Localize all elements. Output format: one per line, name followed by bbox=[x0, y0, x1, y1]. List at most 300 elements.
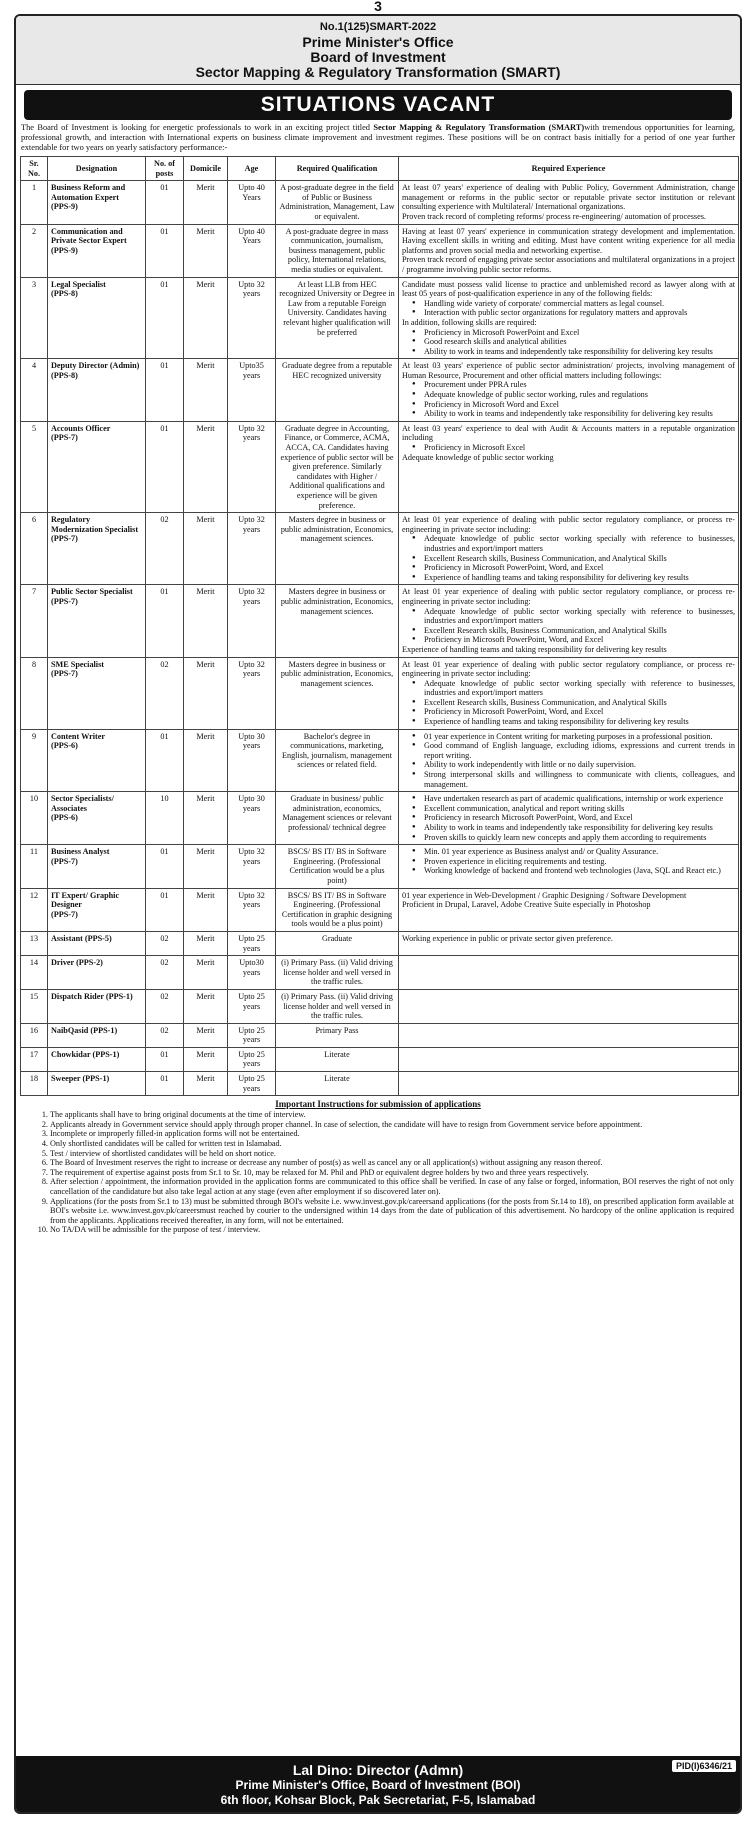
qualification: Masters degree in business or public administration, Economics, management sciences. bbox=[280, 515, 394, 544]
posts-count: 02 bbox=[160, 958, 169, 968]
designation: Business Analyst bbox=[51, 847, 110, 857]
office-name: Prime Minister's Office bbox=[302, 34, 454, 50]
sr-cell bbox=[21, 956, 48, 990]
sr-number: 11 bbox=[30, 847, 38, 857]
table-row bbox=[21, 888, 739, 931]
sr-cell bbox=[21, 1072, 48, 1096]
sr-cell bbox=[21, 421, 48, 512]
designation-cell bbox=[48, 888, 146, 931]
experience-cell bbox=[399, 1047, 739, 1071]
qualification: At least LLB from HEC recognized University or Degree in Law from a reputable Foreign University. Candidates having relevant higher qualification will be preferred bbox=[279, 279, 395, 337]
domicile-cell bbox=[184, 1023, 228, 1047]
qualification-cell bbox=[276, 888, 399, 931]
instruction-item: 1. The applicants shall have to bring original documents at the time of interview. bbox=[50, 1110, 734, 1120]
designation-cell bbox=[48, 181, 146, 224]
intro-before: The Board of Investment is looking for energetic professionals to work in an exciting project titled bbox=[21, 123, 374, 132]
qualification: A post-graduate degree in mass communication, journalism, business management, public policy, International relations, media studies or equivalent. bbox=[285, 226, 389, 274]
pay-scale: (PPS-7) bbox=[51, 856, 78, 866]
experience-bullet: ● Excellent Research skills, Business Communication, and Analytical Skills bbox=[424, 554, 735, 564]
col-experience: Required Experience bbox=[399, 157, 739, 181]
posts-cell bbox=[146, 657, 184, 729]
instruction-item: 4. Only shortlisted candidates will be called for written test in Islamabad. bbox=[50, 1139, 734, 1149]
experience-bullet: ● Excellent Research skills, Business Communication, and Analytical Skills bbox=[424, 698, 735, 708]
qualification: (i) Primary Pass. (ii) Valid driving license holder and well versed in the traffic rules. bbox=[281, 991, 393, 1021]
table-row bbox=[21, 513, 739, 585]
intro-paragraph bbox=[16, 123, 740, 153]
sr-number: 1 bbox=[31, 183, 37, 193]
table-row bbox=[21, 585, 739, 657]
domicile-cell bbox=[184, 421, 228, 512]
posts-count: 02 bbox=[160, 1025, 169, 1035]
posts-count: 01 bbox=[160, 847, 169, 857]
pay-scale: (PPS-7) bbox=[51, 669, 78, 679]
age-cell bbox=[228, 359, 276, 422]
experience-text: Proficient in Drupal, Laravel, Adobe Creative Suite especially in Photoshop bbox=[402, 900, 651, 910]
table-row bbox=[21, 956, 739, 990]
qualification: Graduate degree from a reputable HEC recognized university bbox=[281, 361, 392, 380]
table-row bbox=[21, 277, 739, 359]
designation-cell bbox=[48, 1072, 146, 1096]
sr-number: 15 bbox=[29, 991, 39, 1001]
sr-cell bbox=[21, 1023, 48, 1047]
domicile-cell bbox=[184, 931, 228, 955]
qualification-cell bbox=[276, 1023, 399, 1047]
designation: Accounts Officer bbox=[51, 423, 111, 433]
age-cell bbox=[228, 181, 276, 224]
experience-bullet: ● Proven skills to quickly learn new concepts and apply them according to requirements bbox=[424, 833, 735, 843]
age-limit: Upto 40 Years bbox=[238, 183, 265, 202]
sr-number: 10 bbox=[29, 794, 39, 804]
designation-cell bbox=[48, 792, 146, 845]
experience-bullet: ● Handling wide variety of corporate/ commercial matters as legal counsel. bbox=[424, 299, 735, 309]
table-row bbox=[21, 792, 739, 845]
experience-bullet: ● Experience of handling teams and taking responsibility for delivering key results bbox=[424, 717, 735, 727]
posts-cell bbox=[146, 989, 184, 1023]
domicile: Merit bbox=[196, 991, 215, 1001]
designation: NaibQasid (PPS-1) bbox=[51, 1025, 118, 1035]
sr-cell bbox=[21, 845, 48, 888]
sr-cell bbox=[21, 1047, 48, 1071]
qualification: Graduate bbox=[321, 933, 352, 943]
experience-bullet: ● Ability to work in teams and independently take responsibility for delivering key results bbox=[424, 409, 735, 419]
experience-cell bbox=[399, 224, 739, 277]
instruction-item: 9. Applications (for the posts from Sr.1 to 13) must be submitted through BOI's website i.e. www.invest.gov.pk/careersand applications (for the posts from Sr.14 to 18), on prescribed application form available at BOI's website i.e. www.invest.gov.pk/careersmust reached by courier to the undersigned within 14 days from the date of publication of this advertisement. No hardcopy of the online application is required from the applicants. Applications received thereafter, in any form, will not be entertained. bbox=[50, 1197, 734, 1226]
designation: Chowkidar (PPS-1) bbox=[51, 1049, 120, 1059]
age-cell bbox=[228, 845, 276, 888]
domicile: Merit bbox=[196, 226, 215, 236]
posts-cell bbox=[146, 956, 184, 990]
qualification-cell bbox=[276, 224, 399, 277]
posts-cell bbox=[146, 1047, 184, 1071]
designation-cell bbox=[48, 359, 146, 422]
instruction-item: 2. Applicants already in Government service should apply through proper channel. In case of selection, the candidate will have to resign from Government service before appointment. bbox=[50, 1120, 734, 1130]
designation-cell bbox=[48, 989, 146, 1023]
experience-bullet: ● Excellent Research skills, Business Communication, and Analytical Skills bbox=[424, 626, 735, 636]
experience-cell bbox=[399, 277, 739, 359]
experience-cell bbox=[399, 792, 739, 845]
experience-bullet: ● Proficiency in Microsoft Excel bbox=[424, 443, 735, 453]
sr-number: 7 bbox=[31, 587, 37, 597]
pay-scale: (PPS-7) bbox=[51, 909, 78, 919]
qualification-cell bbox=[276, 989, 399, 1023]
pay-scale: (PPS-7) bbox=[51, 596, 78, 606]
posts-cell bbox=[146, 931, 184, 955]
experience-bullets bbox=[402, 794, 735, 842]
sr-number: 17 bbox=[29, 1049, 39, 1059]
experience-bullet: ● Proficiency in research Microsoft PowerPoint, Word, and Excel bbox=[424, 813, 735, 823]
experience-text: Adequate knowledge of public sector working bbox=[402, 452, 554, 462]
experience-cell bbox=[399, 585, 739, 657]
sr-cell bbox=[21, 585, 48, 657]
pay-scale: (PPS-9) bbox=[51, 202, 78, 212]
experience-text: Proven track record of engaging private sector associations and multilateral organizations in a project / programme involving public sector reforms. bbox=[402, 255, 735, 274]
posts-count: 01 bbox=[160, 279, 169, 289]
designation: Legal Specialist bbox=[51, 279, 106, 289]
instruction-item: 3. Incomplete or improperly filled-in application forms will not be entertained. bbox=[50, 1129, 734, 1139]
reference-number: No.1(125)SMART-2022 bbox=[319, 21, 437, 33]
qualification: Masters degree in business or public administration, Economics, management sciences. bbox=[280, 587, 394, 616]
posts-cell bbox=[146, 421, 184, 512]
experience-text: In addition, following skills are required: bbox=[402, 317, 537, 327]
qualification-cell bbox=[276, 277, 399, 359]
header bbox=[16, 16, 740, 85]
age-cell bbox=[228, 1023, 276, 1047]
qualification-cell bbox=[276, 1047, 399, 1071]
posts-cell bbox=[146, 513, 184, 585]
age-cell bbox=[228, 585, 276, 657]
qualification: A post-graduate degree in the field of Public or Business Administration, Management, Law or equivalent. bbox=[279, 183, 395, 221]
posts-cell bbox=[146, 729, 184, 792]
qualification: Graduate degree in Accounting, Finance, or Commerce, ACMA, ACCA, CA. Candidates having experience of public sector will be given preference. Similarly candidates with Higher / Additional qualifications and experience will be given preference. bbox=[280, 423, 394, 510]
experience-bullets bbox=[402, 732, 735, 790]
experience-text: At least 03 years' experience of public sector administration/ projects, involving management of Human Resource, Procurement and other official matters including followings: bbox=[402, 361, 735, 380]
domicile: Merit bbox=[196, 183, 215, 193]
domicile-cell bbox=[184, 956, 228, 990]
experience-bullet: ● Min. 01 year experience as Business analyst and/ or Quality Assurance. bbox=[424, 847, 735, 857]
experience-text: At least 07 years' experience of dealing with Public Policy, Government Administration, change management or reforms in the public sector or reputable private sector institution or relevant consulting experience with Multilateral/ International organizations. bbox=[402, 183, 735, 212]
age-cell bbox=[228, 277, 276, 359]
domicile: Merit bbox=[196, 731, 215, 741]
experience-bullets bbox=[402, 847, 735, 876]
qualification-cell bbox=[276, 359, 399, 422]
sr-cell bbox=[21, 657, 48, 729]
instructions-list bbox=[16, 1110, 740, 1235]
posts-count: 01 bbox=[160, 226, 169, 236]
designation: SME Specialist bbox=[51, 659, 104, 669]
experience-text: At least 03 years' experience to deal with Audit & Accounts matters in a reputable organization including bbox=[402, 423, 735, 443]
experience-cell bbox=[399, 359, 739, 422]
sr-number: 14 bbox=[29, 958, 39, 968]
posts-count: 01 bbox=[160, 890, 169, 900]
page-number: 3 bbox=[374, 0, 382, 14]
age-cell bbox=[228, 657, 276, 729]
experience-bullet: ● Good research skills and analytical abilities bbox=[424, 337, 735, 347]
designation: Content Writer bbox=[51, 731, 106, 741]
footer bbox=[16, 1756, 740, 1812]
experience-bullet: ● Adequate knowledge of public sector working, rules and regulations bbox=[424, 390, 735, 400]
experience-cell bbox=[399, 1023, 739, 1047]
experience-bullet: ● Proficiency in Microsoft PowerPoint, Word, and Excel bbox=[424, 563, 735, 573]
age-limit: Upto 25 years bbox=[238, 933, 265, 953]
table-row bbox=[21, 224, 739, 277]
table-row bbox=[21, 845, 739, 888]
designation: Sweeper (PPS-1) bbox=[51, 1074, 110, 1084]
designation-cell bbox=[48, 845, 146, 888]
domicile: Merit bbox=[196, 279, 215, 289]
pay-scale: (PPS-9) bbox=[51, 245, 78, 255]
posts-count: 01 bbox=[160, 1074, 169, 1084]
instruction-item: 6. The Board of Investment reserves the right to increase or decrease any number of post(s) as well as cancel any or all application(s) without assigning any reason thereof. bbox=[50, 1158, 734, 1168]
sr-cell bbox=[21, 181, 48, 224]
footer-address: 6th floor, Kohsar Block, Pak Secretariat, F-5, Islamabad bbox=[220, 1793, 536, 1807]
signatory: Lal Dino: Director (Admn) bbox=[292, 1762, 464, 1778]
col-age: Age bbox=[228, 157, 276, 181]
designation-cell bbox=[48, 421, 146, 512]
experience-bullet: ● Adequate knowledge of public sector working specially with reference to businesses, industries and export/import matters bbox=[424, 679, 735, 698]
table-row bbox=[21, 657, 739, 729]
designation-cell bbox=[48, 224, 146, 277]
posts-cell bbox=[146, 585, 184, 657]
designation: Driver (PPS-2) bbox=[51, 958, 103, 968]
situations-vacant-banner: SITUATIONS VACANT bbox=[24, 90, 732, 120]
qualification-cell bbox=[276, 1072, 399, 1096]
posts-count: 01 bbox=[160, 731, 169, 741]
experience-bullet: ● Excellent communication, analytical and report writing skills bbox=[424, 804, 735, 814]
age-limit: Upto 30 years bbox=[238, 794, 265, 813]
instruction-item: 5. Test / interview of shortlisted candidates will be held on short notice. bbox=[50, 1149, 734, 1159]
qualification: Bachelor's degree in communications, marketing, English, journalism, management sciences or related field. bbox=[281, 731, 393, 770]
designation: Dispatch Rider (PPS-1) bbox=[51, 991, 133, 1001]
experience-text: 01 year experience in Web-Development / Graphic Designing / Software Development bbox=[402, 890, 687, 900]
posts-count: 01 bbox=[160, 423, 169, 433]
domicile-cell bbox=[184, 513, 228, 585]
qualification: Literate bbox=[324, 1049, 350, 1059]
domicile-cell bbox=[184, 729, 228, 792]
pay-scale: (PPS-6) bbox=[51, 813, 78, 823]
experience-cell bbox=[399, 421, 739, 512]
table-row bbox=[21, 1047, 739, 1071]
pay-scale: (PPS-7) bbox=[51, 534, 78, 544]
age-limit: Upto 32 years bbox=[238, 279, 265, 299]
age-limit: Upto 25 years bbox=[238, 1025, 265, 1045]
age-limit: Upto 32 years bbox=[238, 515, 265, 534]
footer-office: Prime Minister's Office, Board of Investment (BOI) bbox=[235, 1778, 521, 1792]
age-cell bbox=[228, 792, 276, 845]
domicile: Merit bbox=[196, 587, 215, 597]
experience-text: At least 01 year experience of dealing with public sector regulatory compliance, or process re-engineering in private sector including: bbox=[402, 587, 735, 606]
domicile-cell bbox=[184, 888, 228, 931]
sr-cell bbox=[21, 729, 48, 792]
posts-cell bbox=[146, 181, 184, 224]
experience-bullets bbox=[402, 443, 735, 453]
designation-cell bbox=[48, 277, 146, 359]
age-limit: Upto 40 Years bbox=[238, 226, 265, 246]
sr-number: 18 bbox=[29, 1074, 39, 1084]
domicile: Merit bbox=[196, 515, 215, 525]
experience-cell bbox=[399, 931, 739, 955]
col-domicile: Domicile bbox=[184, 157, 228, 181]
experience-bullet: ● 01 year experience in Content writing for marketing purposes in a professional position. bbox=[424, 732, 735, 742]
qualification-cell bbox=[276, 585, 399, 657]
domicile-cell bbox=[184, 277, 228, 359]
domicile-cell bbox=[184, 359, 228, 422]
experience-bullet: ● Adequate knowledge of public sector working specially with reference to businesses, industries and export/import matters bbox=[424, 534, 735, 553]
experience-cell bbox=[399, 657, 739, 729]
col-posts: No. of posts bbox=[146, 157, 184, 181]
experience-text: Proven track record of completing reforms/ process re-engineering/ automation of processes. bbox=[402, 211, 706, 221]
domicile: Merit bbox=[196, 1025, 215, 1035]
sr-number: 6 bbox=[31, 515, 37, 525]
age-limit: Upto 32 years bbox=[238, 890, 265, 910]
age-cell bbox=[228, 931, 276, 955]
experience-bullets bbox=[402, 679, 735, 727]
posts-cell bbox=[146, 792, 184, 845]
sr-cell bbox=[21, 792, 48, 845]
sr-number: 8 bbox=[31, 659, 37, 669]
intro-after: with tremendous opportunities for learning, professional growth, and interaction with International experts on business climate improvement and investment regimes. These positions will be on contract basis initially for a period of one year further extendable for two years on yearly satisfactory performance:- bbox=[21, 123, 735, 152]
designation-cell bbox=[48, 1047, 146, 1071]
experience-bullet: ● Working knowledge of backend and frontend web technologies (Java, SQL and React etc.) bbox=[424, 866, 735, 876]
experience-bullet: ● Interaction with public sector organizations for regulatory matters and approvals bbox=[424, 308, 735, 318]
experience-text: At least 01 year experience of dealing with public sector regulatory compliance, or process re-engineering in private sector including: bbox=[402, 659, 735, 679]
experience-bullet: ● Experience of handling teams and taking responsibility for delivering key results bbox=[424, 573, 735, 583]
designation: Public Sector Specialist bbox=[51, 587, 133, 597]
experience-bullet: ● Proficiency in Microsoft Word and Excel bbox=[424, 400, 735, 410]
posts-count: 01 bbox=[160, 1049, 169, 1059]
jobs-body bbox=[21, 181, 739, 1096]
experience-cell bbox=[399, 513, 739, 585]
experience-bullet: ● Adequate knowledge of public sector working specially with reference to businesses, industries and export/import matters bbox=[424, 607, 735, 626]
domicile: Merit bbox=[196, 933, 215, 943]
age-limit: Upto 32 years bbox=[238, 423, 265, 443]
instructions-title: Important Instructions for submission of applications bbox=[275, 1099, 481, 1110]
posts-count: 01 bbox=[160, 183, 169, 193]
posts-cell bbox=[146, 845, 184, 888]
experience-text: Experience of handling teams and taking responsibility for delivering key results bbox=[402, 644, 667, 654]
jobs-table bbox=[20, 156, 739, 1096]
qualification-cell bbox=[276, 931, 399, 955]
experience-bullet: ● Strong interpersonal skills and willingness to communicate with clients, colleagues, and management. bbox=[424, 770, 735, 789]
board-name: Board of Investment bbox=[310, 49, 446, 65]
designation: Communication and Private Sector Expert bbox=[51, 226, 127, 246]
col-sr: Sr. No. bbox=[21, 157, 48, 181]
sr-number: 5 bbox=[31, 423, 37, 433]
experience-bullet: ● Proficiency in Microsoft PowerPoint, Word, and Excel bbox=[424, 635, 735, 645]
domicile: Merit bbox=[196, 1074, 215, 1084]
designation-cell bbox=[48, 513, 146, 585]
qualification: Masters degree in business or public administration, Economics, management sciences. bbox=[280, 659, 394, 688]
sr-number: 2 bbox=[31, 226, 37, 236]
domicile: Merit bbox=[196, 361, 215, 371]
experience-bullet: ● Ability to work independently with little or no daily supervision. bbox=[424, 760, 735, 770]
age-cell bbox=[228, 224, 276, 277]
qualification-cell bbox=[276, 181, 399, 224]
age-cell bbox=[228, 1047, 276, 1071]
experience-bullets bbox=[402, 380, 735, 418]
experience-bullet: ● Ability to work in teams and independently take responsibility for delivering key results bbox=[424, 823, 735, 833]
designation: Deputy Director (Admin) bbox=[51, 361, 140, 371]
qualification: BSCS/ BS IT/ BS in Software Engineering. (Professional Certification in graphic designing tools would be a plus point) bbox=[281, 890, 393, 929]
pay-scale: (PPS-8) bbox=[51, 289, 78, 299]
pay-scale: (PPS-6) bbox=[51, 741, 78, 751]
domicile-cell bbox=[184, 792, 228, 845]
sr-number: 9 bbox=[31, 731, 37, 741]
instruction-item: 8. After selection / appointment, the information provided in the application forms are communicated to this office shall be verified. In case of any false or forged, information, BOI reserves the right of not only cancellation of the candidature but also take legal action at any stage (even after employment if so discovered later on). bbox=[50, 1177, 734, 1196]
designation: Assistant (PPS-5) bbox=[51, 933, 112, 943]
qualification: Primary Pass bbox=[315, 1025, 359, 1035]
experience-cell bbox=[399, 845, 739, 888]
domicile-cell bbox=[184, 845, 228, 888]
qualification-cell bbox=[276, 729, 399, 792]
pay-scale: (PPS-7) bbox=[51, 433, 78, 443]
posts-cell bbox=[146, 1023, 184, 1047]
table-row bbox=[21, 359, 739, 422]
experience-bullet: ● Procurement under PPRA rules bbox=[424, 380, 735, 390]
col-qualification: Required Qualification bbox=[276, 157, 399, 181]
table-row bbox=[21, 989, 739, 1023]
age-cell bbox=[228, 956, 276, 990]
age-limit: Upto 25 years bbox=[238, 1074, 265, 1093]
sr-number: 13 bbox=[29, 933, 39, 943]
experience-bullets bbox=[402, 299, 735, 318]
experience-text: Working experience in public or private sector given preference. bbox=[402, 933, 613, 943]
experience-bullet: ● Ability to work in teams and independently take responsibility for delivering key results bbox=[424, 347, 735, 357]
domicile-cell bbox=[184, 989, 228, 1023]
domicile: Merit bbox=[196, 847, 215, 857]
intro-project: Sector Mapping & Regulatory Transformation (SMART) bbox=[373, 123, 585, 132]
domicile: Merit bbox=[196, 423, 215, 433]
age-limit: Upto 32 years bbox=[238, 659, 265, 679]
qualification-cell bbox=[276, 956, 399, 990]
posts-cell bbox=[146, 224, 184, 277]
domicile-cell bbox=[184, 1047, 228, 1071]
designation-cell bbox=[48, 585, 146, 657]
sr-number: 4 bbox=[31, 361, 37, 371]
posts-count: 02 bbox=[160, 991, 169, 1001]
table-row bbox=[21, 1023, 739, 1047]
domicile-cell bbox=[184, 585, 228, 657]
advertisement-frame bbox=[14, 14, 742, 1814]
experience-bullets bbox=[402, 534, 735, 582]
experience-bullets bbox=[402, 328, 735, 357]
posts-cell bbox=[146, 1072, 184, 1096]
experience-bullet: ● Good command of English language, excluding idioms, expressions and current trends in report writing. bbox=[424, 741, 735, 760]
domicile-cell bbox=[184, 657, 228, 729]
sr-cell bbox=[21, 888, 48, 931]
qualification-cell bbox=[276, 421, 399, 512]
experience-text: Having at least 07 years' experience in communication strategy development and implementation. Having excellent skills in writing and editing. Must have content writing experience for all media platforms and proven social media and networking expertise. bbox=[402, 226, 735, 255]
designation-cell bbox=[48, 657, 146, 729]
domicile: Merit bbox=[196, 890, 215, 900]
experience-text: Candidate must possess valid license to practice and unblemished record as lawyer along with at least 05 years of post-qualification experience in any of the following fields: bbox=[402, 279, 735, 299]
experience-cell bbox=[399, 956, 739, 990]
sr-cell bbox=[21, 224, 48, 277]
age-cell bbox=[228, 729, 276, 792]
posts-cell bbox=[146, 359, 184, 422]
age-limit: Upto 30 years bbox=[238, 731, 265, 751]
age-cell bbox=[228, 1072, 276, 1096]
sr-cell bbox=[21, 359, 48, 422]
col-designation: Designation bbox=[48, 157, 146, 181]
pid-badge: PID(I)6346/21 bbox=[672, 1760, 736, 1772]
age-limit: Upto 25 years bbox=[238, 1049, 265, 1069]
sr-number: 12 bbox=[29, 890, 39, 900]
sr-number: 3 bbox=[31, 279, 37, 289]
sr-cell bbox=[21, 277, 48, 359]
age-limit: Upto35 years bbox=[239, 361, 264, 380]
sr-cell bbox=[21, 931, 48, 955]
designation: IT Expert/ Graphic Designer bbox=[51, 890, 120, 910]
